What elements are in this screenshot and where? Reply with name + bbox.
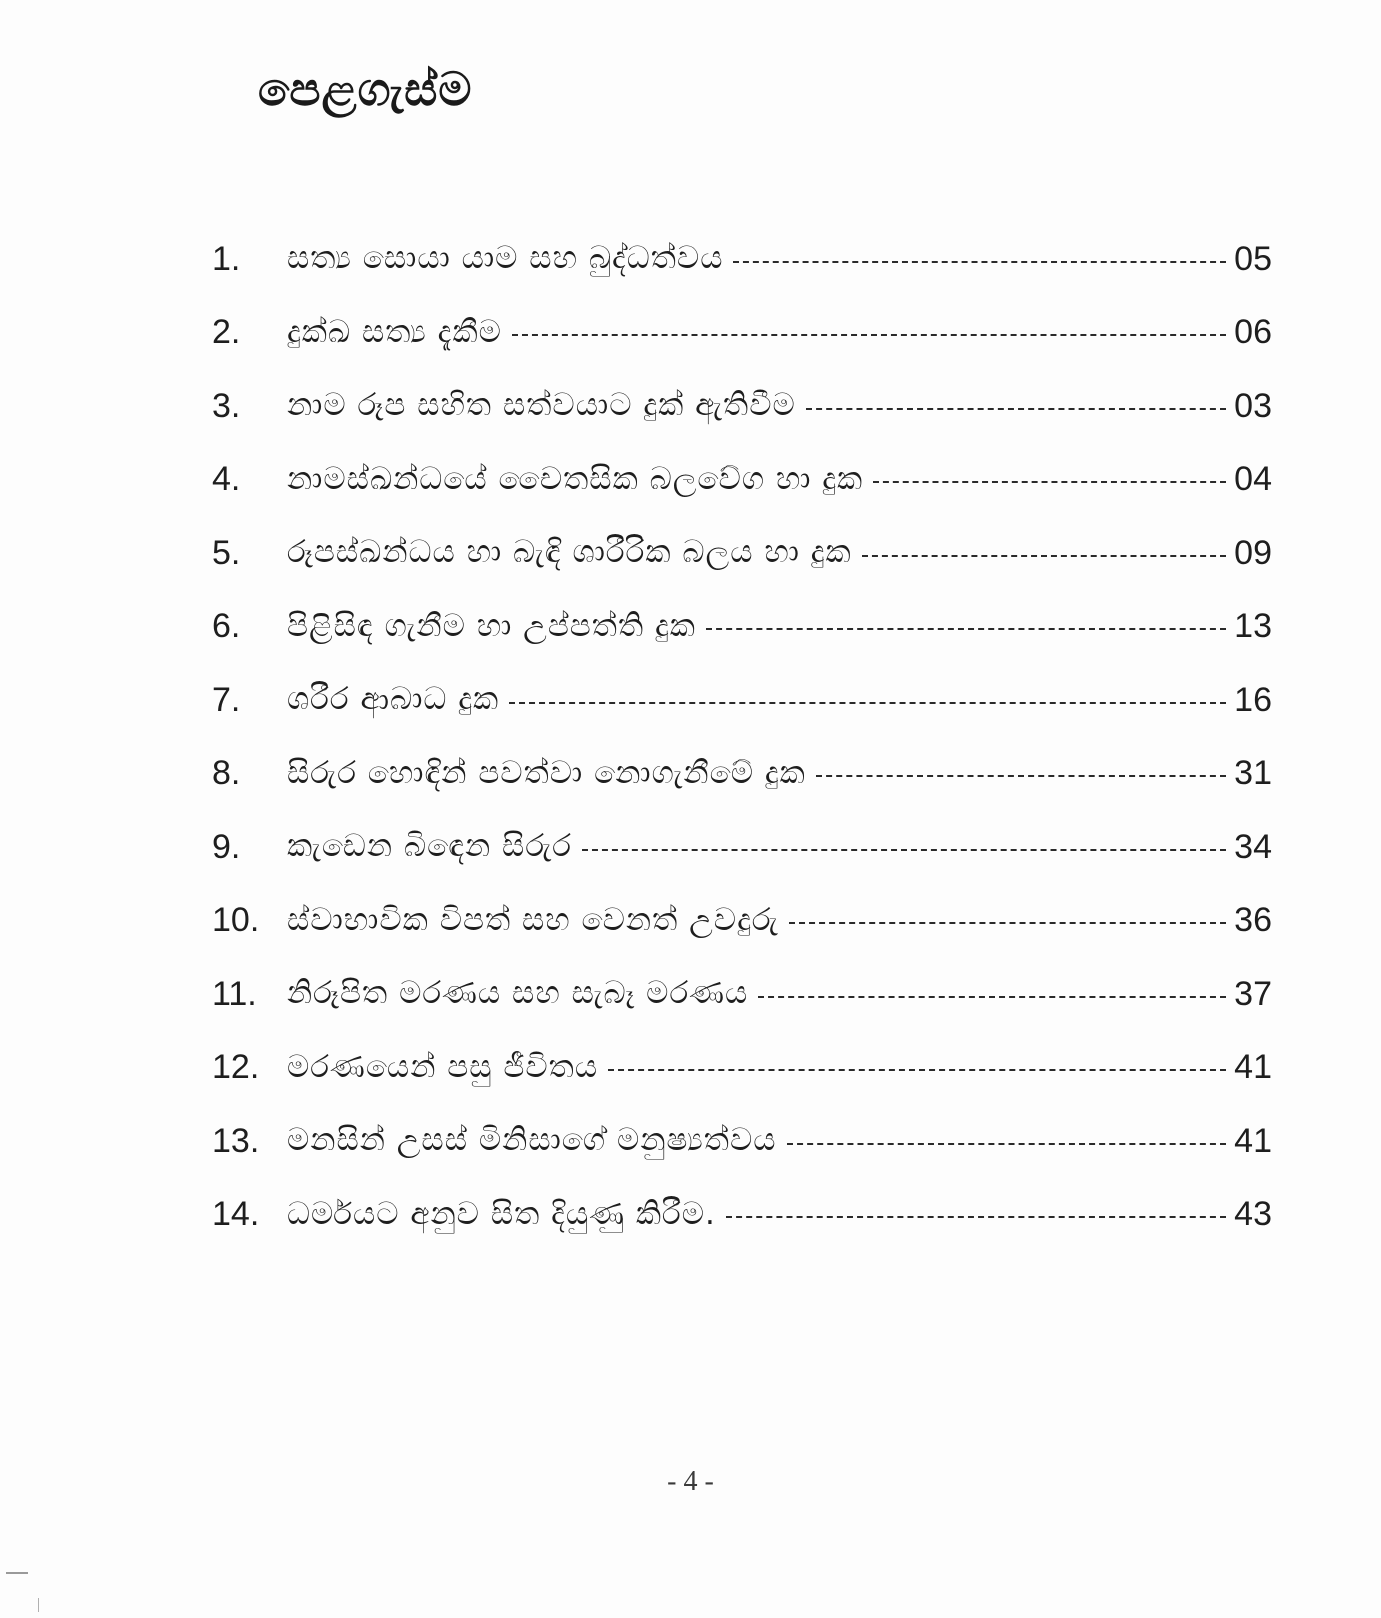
toc-entry-title: දුක්ඛ සත්‍ය දැකීම — [287, 313, 502, 350]
toc-entry-number: 10. — [212, 901, 260, 940]
toc-entry-page: 36 — [1234, 901, 1272, 940]
toc-entry-number: 13. — [212, 1121, 260, 1160]
toc-entry-title: සිරුර හොඳින් පවත්වා නොගැනීමේ දුක — [287, 754, 806, 791]
toc-entry-page: 43 — [1234, 1195, 1272, 1234]
toc-entry — [212, 737, 1272, 811]
toc-entry-number: 5. — [212, 533, 241, 572]
toc-entry-number: 3. — [212, 386, 241, 425]
toc-entry-number: 6. — [212, 607, 241, 646]
toc-entry-number: 2. — [212, 313, 241, 352]
toc-entry-page: 41 — [1234, 1048, 1272, 1087]
toc-leader-dashes — [582, 849, 1226, 851]
toc-entry-page: 03 — [1234, 386, 1272, 425]
toc-entry-number: 4. — [212, 460, 241, 499]
table-of-contents — [212, 222, 1272, 1251]
toc-entry-page: 06 — [1234, 313, 1272, 352]
toc-entry-number: 1. — [212, 239, 241, 278]
toc-entry-page: 31 — [1234, 754, 1272, 793]
toc-entry-title: මරණයෙන් පසු ජීවිතය — [287, 1048, 599, 1085]
toc-entry — [212, 296, 1272, 370]
toc-entry-number: 11. — [212, 974, 257, 1013]
toc-entry-title: ධර්මයට අනුව සිත දියුණු කිරීම. — [287, 1195, 716, 1232]
toc-leader-dashes — [726, 1216, 1226, 1218]
toc-entry-title: නාම රූප සහිත සත්වයාට දුක් ඇතිවීම — [287, 387, 796, 424]
toc-entry — [212, 443, 1272, 517]
toc-leader-dashes — [512, 334, 1226, 336]
toc-entry — [212, 884, 1272, 958]
toc-leader-dashes — [806, 408, 1226, 410]
toc-leader-dashes — [862, 555, 1226, 557]
toc-entry-title: කැඩෙන බිඳෙන සිරුර — [287, 828, 572, 865]
toc-entry-title: ස්වාභාවික විපත් සහ වෙනත් උවදුරු — [287, 901, 779, 938]
page-number-footer: - 4 - — [667, 1466, 714, 1497]
toc-leader-dashes — [608, 1069, 1226, 1071]
toc-entry-title: රූපස්ඛන්ධය හා බැඳි ශාරීරික බලය හා දුක — [287, 534, 852, 571]
toc-entry-page: 37 — [1234, 974, 1272, 1013]
toc-leader-dashes — [706, 628, 1226, 630]
scan-margin-tick — [38, 1598, 39, 1612]
toc-entry — [212, 222, 1272, 296]
toc-leader-dashes — [873, 481, 1226, 483]
toc-entry — [212, 1031, 1272, 1105]
toc-entry — [212, 516, 1272, 590]
toc-leader-dashes — [816, 775, 1226, 777]
toc-entry-page: 16 — [1234, 680, 1272, 719]
toc-leader-dashes — [733, 261, 1226, 263]
toc-entry-number: 8. — [212, 754, 241, 793]
toc-leader-dashes — [787, 1143, 1226, 1145]
scan-margin-mark — [6, 1572, 28, 1574]
toc-entry-number: 7. — [212, 680, 241, 719]
toc-entry — [212, 1178, 1272, 1252]
toc-entry-title: නිරූපිත මරණය සහ සැබෑ මරණය — [287, 975, 749, 1012]
toc-entry — [212, 810, 1272, 884]
toc-entry-number: 9. — [212, 827, 241, 866]
toc-entry-number: 12. — [212, 1048, 260, 1087]
toc-entry-title: පිළිසිඳ ගැනීම හා උප්පත්ති දුක — [287, 607, 696, 644]
toc-entry-page: 05 — [1234, 239, 1272, 278]
toc-entry — [212, 590, 1272, 664]
toc-entry-title: නාමස්ඛන්ධයේ චෛතසික බලවේග හා දුක — [287, 460, 864, 497]
toc-leader-dashes — [789, 922, 1226, 924]
toc-entry-page: 34 — [1234, 827, 1272, 866]
toc-entry-title: සත්‍ය සොයා යාම සහ බුද්ධත්වය — [287, 240, 724, 277]
page-title: පෙළගැස්ම — [258, 62, 473, 116]
toc-entry — [212, 369, 1272, 443]
toc-entry-title: මනසින් උසස් මිනිසාගේ මනුෂ්‍යත්වය — [287, 1122, 777, 1159]
toc-entry — [212, 1104, 1272, 1178]
toc-entry-page: 41 — [1234, 1121, 1272, 1160]
toc-entry-page: 04 — [1234, 460, 1272, 499]
toc-entry-number: 14. — [212, 1195, 260, 1234]
toc-leader-dashes — [758, 996, 1226, 998]
toc-entry — [212, 957, 1272, 1031]
toc-entry-title: ශරීර ආබාධ දුක — [287, 681, 500, 718]
toc-entry-page: 13 — [1234, 607, 1272, 646]
toc-entry — [212, 663, 1272, 737]
toc-entry-page: 09 — [1234, 533, 1272, 572]
toc-leader-dashes — [509, 702, 1226, 704]
